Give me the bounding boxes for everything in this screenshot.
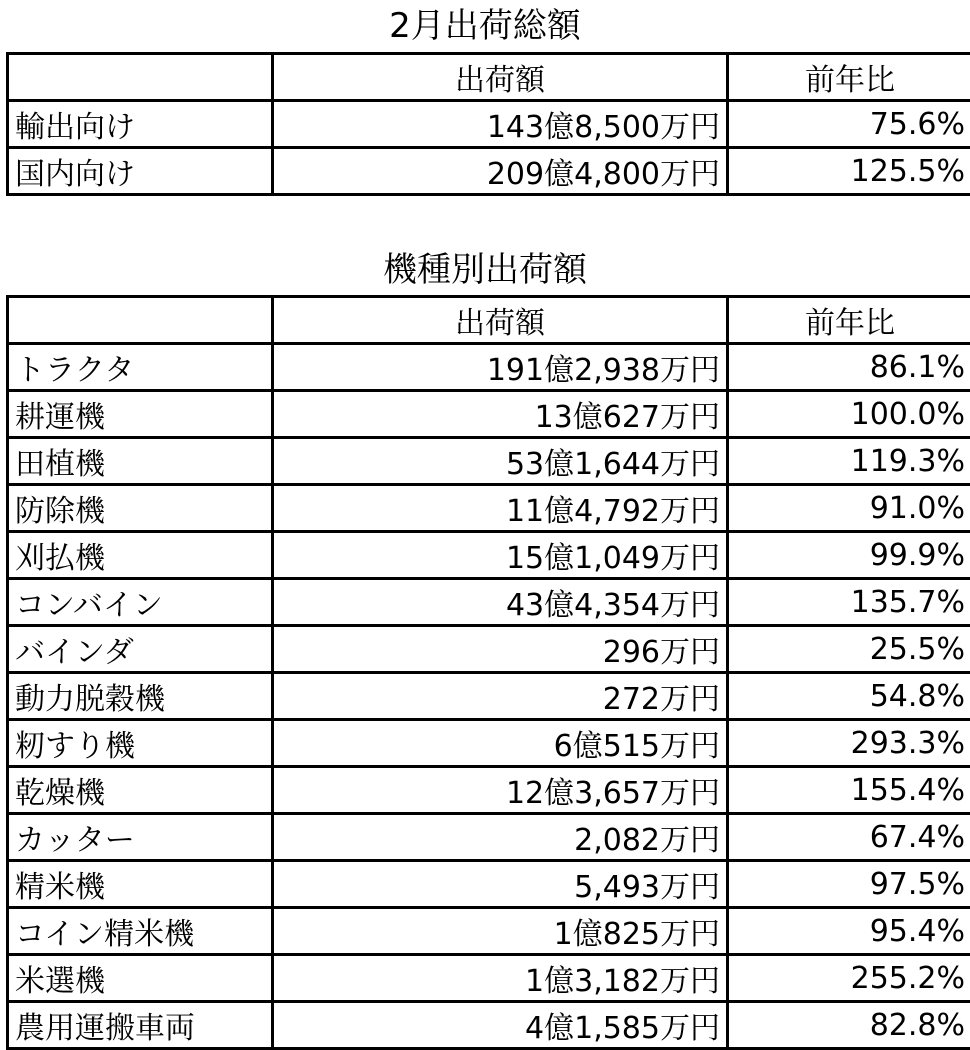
table-row [8,579,970,626]
row-name: 国内向け [8,148,273,195]
row-amount: 11億4,792万円 [273,485,728,532]
row-yoy: 97.5% [728,861,970,908]
row-amount: 209億4,800万円 [273,148,728,195]
row-name: コイン精米機 [8,908,273,955]
header-amount: 出荷額 [273,54,728,101]
row-amount: 4億1,585万円 [273,1002,728,1049]
row-yoy: 82.8% [728,1002,970,1049]
row-amount: 15億1,049万円 [273,532,728,579]
total-shipments-table [6,52,970,196]
row-amount: 43億4,354万円 [273,579,728,626]
row-name: 乾燥機 [8,767,273,814]
row-yoy: 25.5% [728,626,970,673]
row-yoy: 155.4% [728,767,970,814]
table-row [8,673,970,720]
table-header-row [8,297,970,344]
row-amount: 191億2,938万円 [273,344,728,391]
row-amount: 1億825万円 [273,908,728,955]
row-name: 刈払機 [8,532,273,579]
table-row [8,720,970,767]
table-row [8,767,970,814]
row-amount: 53億1,644万円 [273,438,728,485]
row-name: 米選機 [8,955,273,1002]
row-yoy: 135.7% [728,579,970,626]
row-name: 耕運機 [8,391,273,438]
table-row [8,101,970,148]
table-row [8,391,970,438]
header-blank-cell [8,297,273,344]
table-row [8,485,970,532]
row-name: 動力脱穀機 [8,673,273,720]
row-amount: 296万円 [273,626,728,673]
row-yoy: 99.9% [728,532,970,579]
table-row [8,148,970,195]
row-yoy: 100.0% [728,391,970,438]
row-yoy: 75.6% [728,101,970,148]
row-name: カッター [8,814,273,861]
row-amount: 13億627万円 [273,391,728,438]
row-amount: 6億515万円 [273,720,728,767]
row-yoy: 54.8% [728,673,970,720]
row-name: 防除機 [8,485,273,532]
header-blank-cell [8,54,273,101]
table-row [8,626,970,673]
row-name: バインダ [8,626,273,673]
table-row [8,532,970,579]
row-name: 精米機 [8,861,273,908]
row-name: 田植機 [8,438,273,485]
row-yoy: 67.4% [728,814,970,861]
row-yoy: 91.0% [728,485,970,532]
machine-shipments-title: 機種別出荷額 [0,250,970,290]
row-name: トラクタ [8,344,273,391]
table-row [8,344,970,391]
row-amount: 143億8,500万円 [273,101,728,148]
header-amount: 出荷額 [273,297,728,344]
row-name: 輸出向け [8,101,273,148]
table-row [8,814,970,861]
table-row [8,861,970,908]
row-amount: 5,493万円 [273,861,728,908]
header-yoy: 前年比 [728,297,970,344]
row-yoy: 293.3% [728,720,970,767]
table-row [8,1002,970,1049]
row-name: 籾すり機 [8,720,273,767]
row-amount: 272万円 [273,673,728,720]
row-amount: 12億3,657万円 [273,767,728,814]
row-yoy: 95.4% [728,908,970,955]
row-yoy: 119.3% [728,438,970,485]
row-amount: 1億3,182万円 [273,955,728,1002]
row-amount: 2,082万円 [273,814,728,861]
table-header-row [8,54,970,101]
table-row [8,955,970,1002]
total-shipments-title: 2月出荷総額 [0,6,970,46]
row-name: 農用運搬車両 [8,1002,273,1049]
row-yoy: 255.2% [728,955,970,1002]
row-yoy: 125.5% [728,148,970,195]
table-row [8,438,970,485]
row-name: コンバイン [8,579,273,626]
machine-shipments-table [6,295,970,1050]
table-row [8,908,970,955]
header-yoy: 前年比 [728,54,970,101]
row-yoy: 86.1% [728,344,970,391]
